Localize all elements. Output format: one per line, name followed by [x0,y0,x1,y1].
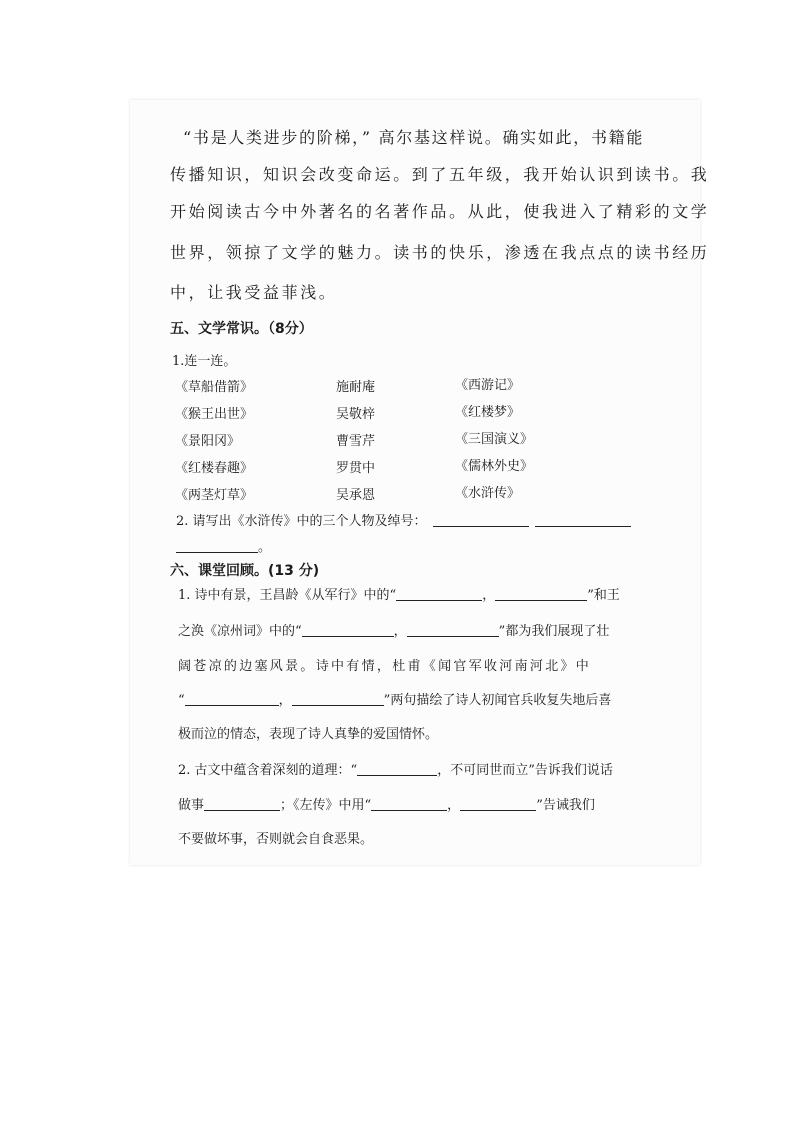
period: 。 [258,540,272,555]
passage-line-4: 世界，领掠了文学的魅力。读书的快乐，渗透在我点点的读书经历 [170,243,710,262]
answer-blank[interactable] [302,624,394,637]
water-margin-question [176,510,631,529]
book-item: 《西游记》 [455,378,521,393]
answer-blank[interactable] [292,693,384,706]
author-item: 吴敬梓 [336,407,376,422]
text: ， [447,798,461,813]
text: 1. 诗中有景，王昌龄《从军行》中的“ [178,588,397,603]
answer-blank[interactable] [396,588,482,601]
text: ”都为我们展现了壮 [498,624,610,639]
text: “ [178,693,185,708]
book-item: 《水浒传》 [455,486,521,501]
answer-blank[interactable] [407,624,499,637]
work-item: 《猴王出世》 [175,407,254,422]
text: ”和王 [587,588,620,603]
text: ， [393,624,407,639]
answer-blank[interactable] [357,763,437,776]
review-q1-line-4 [178,689,611,708]
answer-blank[interactable] [433,514,529,527]
text: ，不可同世而立”告诉我们说话 [437,763,613,778]
work-item: 《红楼春趣》 [175,461,254,476]
answer-blank[interactable] [176,540,258,553]
text: ， [482,588,496,603]
text: ， [278,693,292,708]
text: ；《左传》中用“ [280,798,372,813]
book-item: 《红楼梦》 [455,405,521,420]
answer-blank[interactable] [204,798,280,811]
answer-blank[interactable] [371,798,447,811]
review-q1-line-2 [178,620,609,639]
author-item: 吴承恩 [336,488,376,503]
review-q2-line-3: 不要做坏事，否则就会自食恶果。 [178,832,374,847]
answer-blank[interactable] [185,693,279,706]
work-item: 《两茎灯草》 [175,488,254,503]
work-item: 《草船借箭》 [175,380,254,395]
review-q1-line-1 [178,584,620,603]
passage-line-1: “书是人类进步的阶梯，” 高尔基这样说。确实如此，书籍能 [183,128,645,147]
matching-title: 1.连一连。 [172,354,237,369]
text: 2. 古文中蕴含着深刻的道理：“ [178,763,358,778]
text: 之涣《凉州词》中的“ [178,624,302,639]
passage-line-3: 开始阅读古今中外著名的名著作品。从此，使我进入了精彩的文学 [170,202,710,221]
passage-line-2: 传播知识，知识会改变命运。到了五年级，我开始认识到读书。我 [170,165,710,184]
water-margin-continuation [176,536,271,555]
section-5-title: 五、文学常识。（8分） [170,321,313,337]
section-6-title: 六、课堂回顾。(13 分) [170,563,320,579]
author-item: 曹雪芹 [336,434,376,449]
answer-blank[interactable] [460,798,536,811]
author-item: 罗贯中 [336,461,376,476]
answer-blank[interactable] [535,514,631,527]
work-item: 《景阳冈》 [175,434,241,449]
question-text: 2. 请写出《水浒传》中的三个人物及绰号： [176,514,427,529]
passage-line-5: 中，让我受益菲浅。 [170,283,338,302]
author-item: 施耐庵 [336,380,376,395]
review-q1-line-5: 极而泣的情态，表现了诗人真挚的爱国情怀。 [178,727,439,742]
answer-blank[interactable] [495,588,587,601]
review-q1-line-3: 阔苍凉的边塞风景。诗中有情，杜甫《闻官军收河南河北》中 [178,659,592,674]
review-q2-line-2 [178,794,595,813]
text: ”告诫我们 [536,798,595,813]
text: ”两句描绘了诗人初闻官兵收复失地后喜 [383,693,612,708]
book-item: 《三国演义》 [455,432,534,447]
review-q2-line-1 [178,759,613,778]
text: 做事 [178,798,205,813]
book-item: 《儒林外史》 [455,459,534,474]
